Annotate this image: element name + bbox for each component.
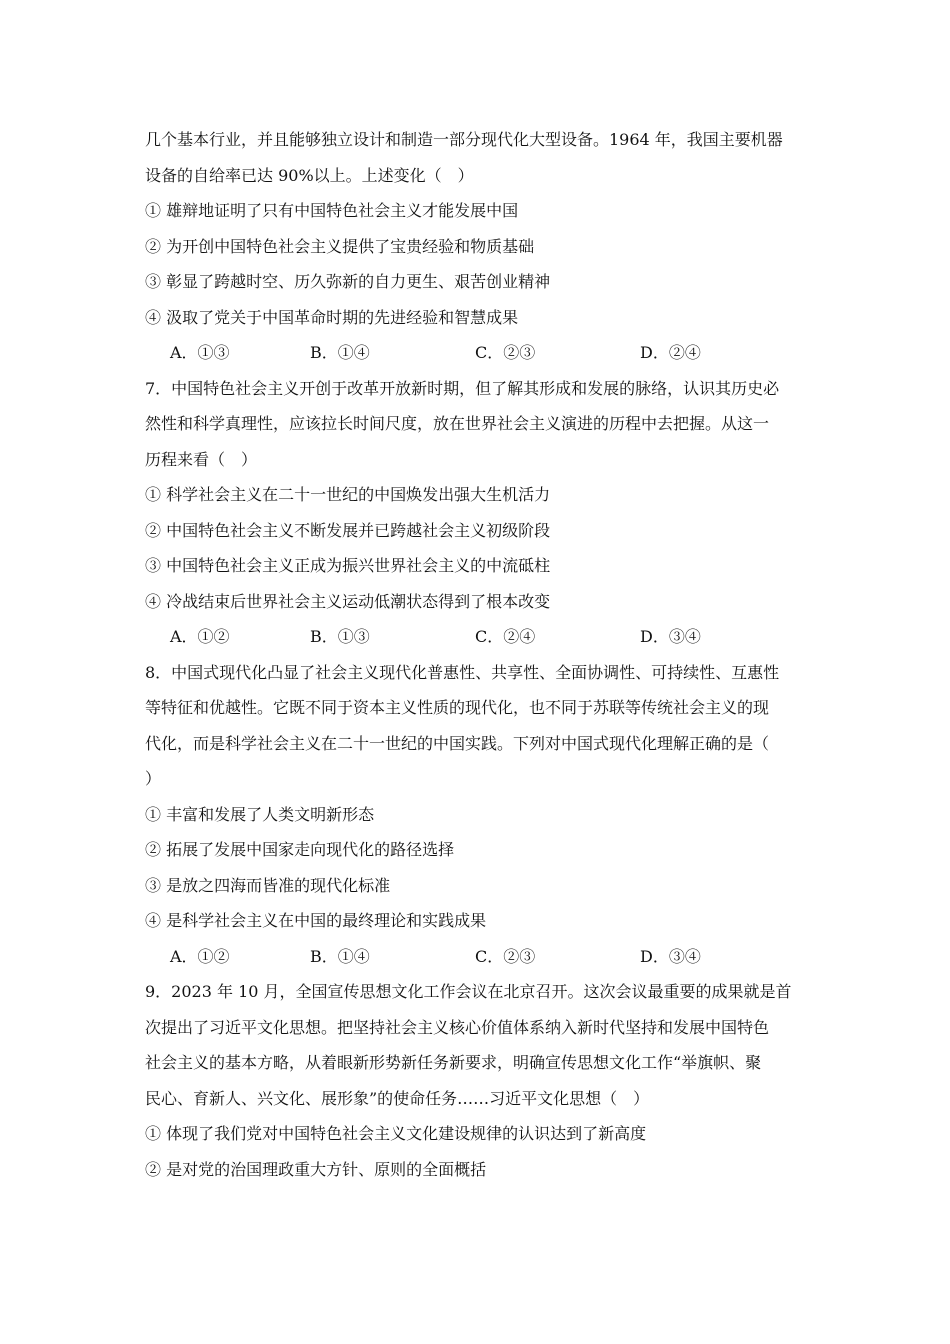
question-6 (145, 122, 810, 371)
statement-option: ④ 是科学社会主义在中国的最终理论和实践成果 (145, 911, 487, 930)
statement-option: ④ 汲取了党关于中国革命时期的先进经验和智慧成果 (145, 307, 519, 327)
choice-b: B．①③ (310, 627, 370, 646)
answer-choices (145, 939, 810, 975)
choice-b: B．①④ (310, 343, 370, 362)
choice-a: A．①② (170, 627, 230, 646)
statement-option: ③ 是放之四海而皆准的现代化标准 (145, 875, 391, 895)
question-stem-line: ） (145, 769, 162, 788)
question-stem-line: 次提出了习近平文化思想。把坚持社会主义核心价值体系纳入新时代坚持和发展中国特色 (145, 1017, 770, 1037)
choice-c: C．②④ (475, 627, 536, 646)
statement-option: ② 为开创中国特色社会主义提供了宝贵经验和物质基础 (145, 236, 535, 256)
question-7 (145, 371, 810, 655)
statement-option: ① 科学社会主义在二十一世纪的中国焕发出强大生机活力 (145, 485, 551, 504)
question-stem-line: 7．中国特色社会主义开创于改革开放新时期，但了解其形成和发展的脉络，认识其历史必 (145, 378, 780, 398)
choice-c: C．②③ (475, 946, 536, 966)
question-8 (145, 655, 810, 975)
question-stem-line: 然性和科学真理性，应该拉长时间尺度，放在世界社会主义演进的历程中去把握。从这一 (145, 414, 770, 433)
question-stem-line: 等特征和优越性。它既不同于资本主义性质的现代化，也不同于苏联等传统社会主义的现 (145, 698, 770, 717)
question-stem-line: 设备的自给率已达 90%以上。上述变化（ ） (145, 165, 474, 185)
question-stem-line: 9．2023 年 10 月，全国宣传思想文化工作会议在北京召开。这次会议最重要的成果就是首 (145, 982, 792, 1001)
choice-d: D．③④ (640, 627, 701, 646)
question-stem-line: 几个基本行业，并且能够独立设计和制造一部分现代化大型设备。1964 年，我国主要机器 (145, 130, 783, 149)
question-9 (145, 974, 810, 1187)
choice-d: D．③④ (640, 946, 701, 966)
question-stem-line: 民心、育新人、兴文化、展形象”的使命任务……习近平文化思想（ ） (145, 1088, 650, 1108)
statement-option: ③ 中国特色社会主义正成为振兴世界社会主义的中流砥柱 (145, 556, 551, 575)
choice-a: A．①③ (170, 343, 230, 362)
statement-option: ② 拓展了发展中国家走向现代化的路径选择 (145, 840, 455, 859)
statement-option: ④ 冷战结束后世界社会主义运动低潮状态得到了根本改变 (145, 591, 551, 611)
answer-choices (145, 335, 810, 371)
exam-page (145, 122, 810, 1187)
statement-option: ① 雄辩地证明了只有中国特色社会主义才能发展中国 (145, 201, 519, 220)
question-stem-line: 历程来看（ ） (145, 449, 258, 469)
answer-choices (145, 619, 810, 655)
question-stem-line: 代化，而是科学社会主义在二十一世纪的中国实践。下列对中国式现代化理解正确的是（ (145, 733, 770, 753)
question-stem-line: 社会主义的基本方略，从着眼新形势新任务新要求，明确宣传思想文化工作“举旗帜、聚 (145, 1053, 762, 1072)
choice-c: C．②③ (475, 343, 536, 362)
statement-option: ① 体现了我们党对中国特色社会主义文化建设规律的认识达到了新高度 (145, 1124, 647, 1143)
choice-d: D．②④ (640, 343, 701, 362)
question-stem-line: 8．中国式现代化凸显了社会主义现代化普惠性、共享性、全面协调性、可持续性、互惠性 (145, 662, 780, 682)
statement-option: ① 丰富和发展了人类文明新形态 (145, 804, 375, 824)
statement-option: ② 是对党的治国理政重大方针、原则的全面概括 (145, 1159, 487, 1179)
statement-option: ② 中国特色社会主义不断发展并已跨越社会主义初级阶段 (145, 520, 551, 540)
statement-option: ③ 彰显了跨越时空、历久弥新的自力更生、艰苦创业精神 (145, 272, 551, 291)
choice-a: A．①② (170, 946, 230, 966)
choice-b: B．①④ (310, 946, 370, 966)
